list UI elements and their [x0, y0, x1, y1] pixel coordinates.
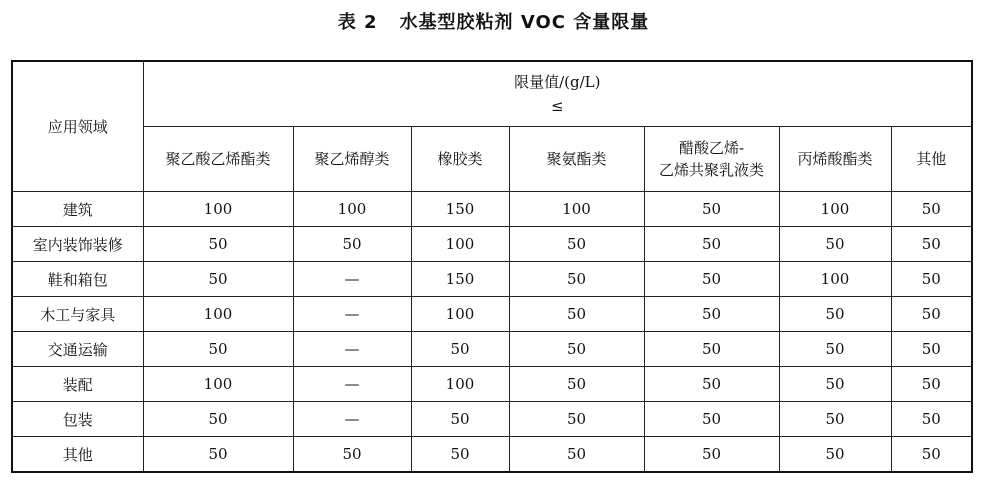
table-cell: 50 — [644, 262, 779, 297]
table-row — [12, 262, 972, 297]
table-cell: 50 — [644, 402, 779, 437]
table-cell: 50 — [779, 297, 891, 332]
table-cell: 50 — [411, 402, 509, 437]
table-cell: 50 — [644, 192, 779, 227]
table-cell: 50 — [891, 227, 972, 262]
row-label: 木工与家具 — [12, 297, 143, 332]
limit-header-cell — [143, 61, 972, 127]
column-header: 丙烯酸酯类 — [779, 127, 891, 192]
table-cell: 50 — [891, 437, 972, 473]
table-cell: 50 — [644, 332, 779, 367]
row-label: 其他 — [12, 437, 143, 473]
table-row — [12, 367, 972, 402]
table-cell: 50 — [143, 227, 293, 262]
table-cell: 50 — [644, 367, 779, 402]
table-cell: — — [293, 297, 411, 332]
table-row — [12, 402, 972, 437]
table-cell: 50 — [143, 332, 293, 367]
table-cell: 100 — [779, 262, 891, 297]
voc-limit-table — [11, 60, 973, 473]
row-label: 建筑 — [12, 192, 143, 227]
table-cell: 100 — [779, 192, 891, 227]
table-cell: 50 — [779, 332, 891, 367]
column-header: 聚乙烯醇类 — [293, 127, 411, 192]
table-row — [12, 227, 972, 262]
table-cell: 50 — [509, 437, 644, 473]
column-header: 聚乙酸乙烯酯类 — [143, 127, 293, 192]
table-cell: 50 — [411, 437, 509, 473]
row-header-cell — [12, 61, 143, 192]
table-cell: — — [293, 332, 411, 367]
table-cell: 100 — [411, 227, 509, 262]
table-cell: 100 — [509, 192, 644, 227]
table-cell: 50 — [891, 262, 972, 297]
table-cell: 100 — [293, 192, 411, 227]
table-cell: 50 — [509, 262, 644, 297]
table-cell: — — [293, 402, 411, 437]
table-row — [12, 297, 972, 332]
column-header: 其他 — [891, 127, 972, 192]
table-cell: 100 — [143, 192, 293, 227]
row-label: 鞋和箱包 — [12, 262, 143, 297]
table-cell: 150 — [411, 192, 509, 227]
table-cell: 50 — [143, 262, 293, 297]
row-label: 装配 — [12, 367, 143, 402]
column-header: 橡胶类 — [411, 127, 509, 192]
column-header: 聚氨酯类 — [509, 127, 644, 192]
table-cell: 100 — [143, 367, 293, 402]
table-caption — [0, 8, 987, 34]
table-cell: 100 — [411, 297, 509, 332]
table-cell: — — [293, 367, 411, 402]
table-cell: 50 — [509, 227, 644, 262]
table-cell: 50 — [779, 367, 891, 402]
table-cell: 50 — [891, 192, 972, 227]
table-cell: 50 — [509, 367, 644, 402]
limit-symbol: ≤ — [550, 97, 564, 115]
limit-header-label: 限量值/(g/L) — [514, 73, 601, 91]
table-cell: 150 — [411, 262, 509, 297]
table-cell: 50 — [143, 437, 293, 473]
table-cell: 50 — [644, 437, 779, 473]
table-title: 水基型胶粘剂 VOC 含量限量 — [399, 12, 650, 33]
table-cell: 50 — [293, 437, 411, 473]
table-cell: 50 — [891, 332, 972, 367]
table-cell: 50 — [779, 227, 891, 262]
table-cell: 50 — [891, 402, 972, 437]
row-label: 交通运输 — [12, 332, 143, 367]
table-cell: 100 — [143, 297, 293, 332]
table-cell: 50 — [293, 227, 411, 262]
column-header-line: 醋酸乙烯- — [678, 139, 745, 157]
table-cell: — — [293, 262, 411, 297]
table-cell: 50 — [779, 402, 891, 437]
column-header-two-line — [644, 127, 779, 192]
table-cell: 100 — [411, 367, 509, 402]
table-cell: 50 — [509, 402, 644, 437]
table-cell: 50 — [411, 332, 509, 367]
table-cell: 50 — [509, 332, 644, 367]
table-cell: 50 — [891, 367, 972, 402]
table-cell: 50 — [779, 437, 891, 473]
table-cell: 50 — [644, 297, 779, 332]
table-cell: 50 — [509, 297, 644, 332]
table-cell: 50 — [891, 297, 972, 332]
column-header-line: 乙烯共聚乳液类 — [658, 161, 764, 179]
table-cell: 50 — [644, 227, 779, 262]
row-label: 室内装饰装修 — [12, 227, 143, 262]
table-row — [12, 437, 972, 473]
table-row — [12, 192, 972, 227]
table-row — [12, 332, 972, 367]
table-number: 表 2 — [337, 12, 378, 33]
row-label: 包装 — [12, 402, 143, 437]
row-header-label: 应用领域 — [47, 118, 108, 136]
table-cell: 50 — [143, 402, 293, 437]
